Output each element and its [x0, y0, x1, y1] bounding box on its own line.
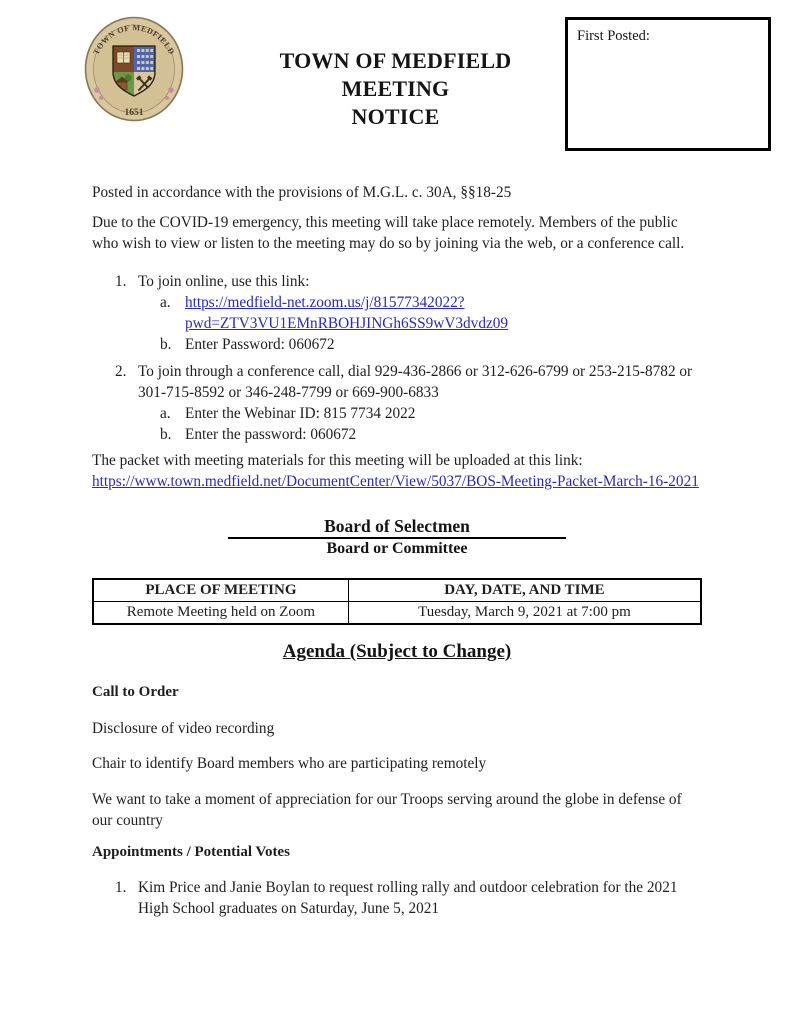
posted-provisions: Posted in accordance with the provisions of M.G.L. c. 30A, §§18-25 [92, 184, 512, 201]
webinar-id-text: Enter the Webinar ID: 815 7734 2022 [185, 405, 416, 422]
meeting-table-header-row [93, 579, 701, 602]
conference-password-text: Enter the password: 060672 [185, 426, 357, 443]
list-marker: a. [160, 294, 171, 311]
daytime-header-cell: DAY, DATE, AND TIME [348, 579, 701, 602]
list-marker: 1. [115, 879, 127, 896]
agenda-troops: We want to take a moment of appreciation for our Troops serving around the globe in defense of our country [92, 791, 682, 829]
place-header-cell: PLACE OF MEETING [93, 579, 348, 602]
meeting-table-data-row [93, 602, 701, 625]
packet-note [92, 450, 702, 492]
agenda-heading: Agenda (Subject to Change) [282, 641, 512, 662]
agenda-disclosure: Disclosure of video recording [92, 720, 275, 737]
join-online-lead: To join online, use this link: [138, 273, 310, 290]
join-online-item [92, 271, 702, 355]
seal-year: 1651 [124, 108, 144, 118]
board-name: Board of Selectmen [228, 515, 566, 539]
packet-link[interactable]: https://www.town.medfield.net/DocumentCenter/View/5037/BOS-Meeting-Packet-March-16-2021 [92, 473, 699, 490]
list-marker: a. [160, 405, 171, 422]
appointments-heading: Appointments / Potential Votes [92, 844, 290, 860]
zoom-meeting-link[interactable]: https://medfield-net.zoom.us/j/81577342022?pwd=ZTV3VU1EMnRBOHJINGh6SS9wV3dvdz09 [185, 294, 509, 332]
list-marker: b. [160, 426, 172, 443]
agenda-item-rally-text: Kim Price and Janie Boylan to request rolling rally and outdoor celebration for the 2021 High School graduates on Saturday, June 5, 2021 [138, 879, 678, 917]
join-conference-item [92, 361, 702, 445]
covid-notice: Due to the COVID-19 emergency, this meeting will take place remotely. Members of the public who wish to view or listen to the meeting may do so by joining via the web, or a conference call. [92, 214, 685, 252]
online-password-text: Enter Password: 060672 [185, 336, 335, 353]
title-line-1: TOWN OF MEDFIELD [279, 48, 512, 73]
board-heading [92, 515, 702, 559]
agenda-item-rally [92, 877, 702, 919]
seal-arc-text: TOWN OF MEDFIELD [91, 23, 177, 57]
first-posted-box [565, 17, 771, 151]
board-caption: Board or Committee [326, 540, 468, 557]
packet-lead: The packet with meeting materials for this meeting will be uploaded at this link: [92, 452, 583, 469]
title-line-3: NOTICE [351, 104, 440, 129]
conference-lead: To join through a conference call, dial 929-436-2866 or 312-626-6799 or 253-215-8782 or 301-715-8592 or 346-248-7799 or 669-900-6833 [138, 363, 693, 401]
daytime-cell: Tuesday, March 9, 2021 at 7:00 pm [348, 602, 701, 625]
place-cell: Remote Meeting held on Zoom [93, 602, 348, 625]
document-body [92, 182, 702, 919]
list-marker: 1. [115, 273, 127, 290]
meeting-table [92, 578, 702, 625]
first-posted-label: First Posted: [577, 28, 650, 44]
title-line-2: MEETING [341, 76, 450, 101]
agenda-call-to-order: Call to Order [92, 684, 179, 700]
agenda-chair-remote: Chair to identify Board members who are participating remotely [92, 755, 487, 772]
list-marker: b. [160, 336, 172, 353]
list-marker: 2. [115, 363, 127, 380]
